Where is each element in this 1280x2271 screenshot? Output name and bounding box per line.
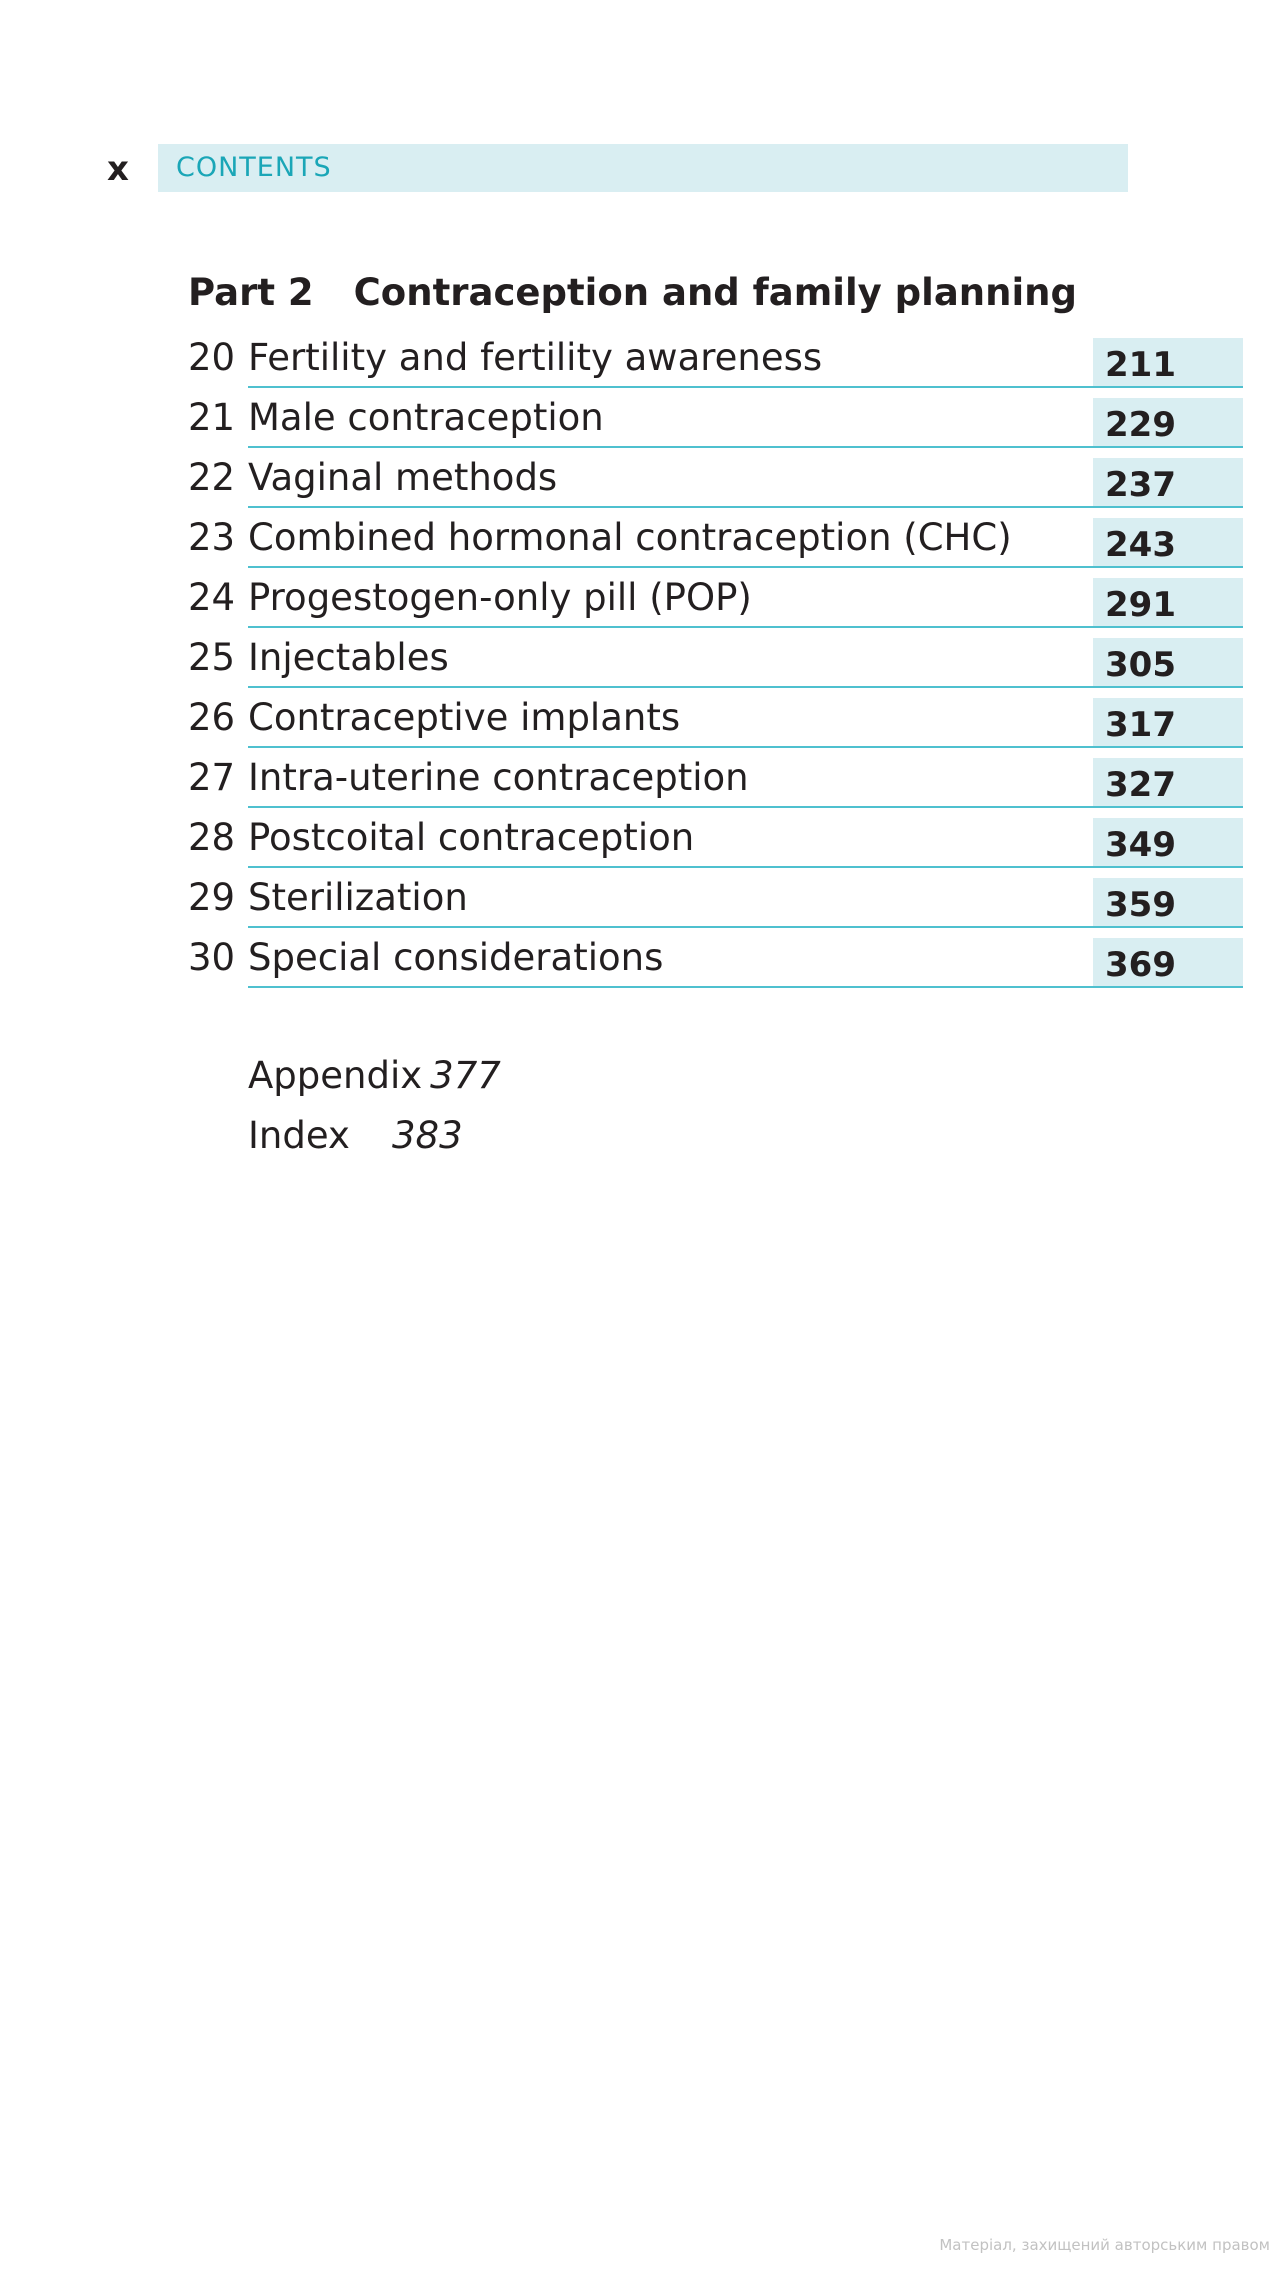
table-of-contents: [188, 338, 1243, 998]
chapter-number: 20: [188, 336, 236, 379]
toc-row[interactable]: [188, 458, 1243, 518]
chapter-number: 30: [188, 936, 236, 979]
chapter-number: 29: [188, 876, 236, 919]
page-number: 229: [1105, 405, 1176, 445]
back-matter: [248, 1052, 501, 1172]
toc-entry: [248, 398, 1243, 448]
toc-row[interactable]: [188, 938, 1243, 998]
page-number-box: [1093, 698, 1243, 746]
copyright-watermark: Матеріал, захищений авторським правом: [939, 2236, 1270, 2254]
part-title: Contraception and family planning: [353, 271, 1077, 314]
toc-row[interactable]: [188, 338, 1243, 398]
chapter-number: 21: [188, 396, 236, 439]
running-head-banner: [158, 144, 1128, 192]
page-number-box: [1093, 878, 1243, 926]
page-number: 211: [1105, 345, 1176, 385]
page-number-box: [1093, 578, 1243, 626]
chapter-title: Vaginal methods: [248, 456, 558, 499]
page-number: 243: [1105, 525, 1176, 565]
chapter-number: 23: [188, 516, 236, 559]
page-number-box: [1093, 398, 1243, 446]
back-matter-label: Appendix: [248, 1054, 423, 1097]
page-number: 369: [1105, 945, 1176, 985]
chapter-number: 26: [188, 696, 236, 739]
chapter-title: Progestogen-only pill (POP): [248, 576, 752, 619]
page-number: 317: [1105, 705, 1176, 745]
toc-entry: [248, 818, 1243, 868]
toc-row[interactable]: [188, 758, 1243, 818]
page-number: 349: [1105, 825, 1176, 865]
chapter-title: Male contraception: [248, 396, 604, 439]
page-number: 327: [1105, 765, 1176, 805]
toc-entry: [248, 938, 1243, 988]
chapter-title: Fertility and fertility awareness: [248, 336, 823, 379]
chapter-title: Contraceptive implants: [248, 696, 681, 739]
page-number: 359: [1105, 885, 1176, 925]
page-number-box: [1093, 458, 1243, 506]
chapter-title: Intra-uterine contraception: [248, 756, 749, 799]
page-number-box: [1093, 518, 1243, 566]
toc-entry: [248, 698, 1243, 748]
part-heading: [188, 273, 1077, 314]
page-number-box: [1093, 638, 1243, 686]
toc-row[interactable]: [188, 638, 1243, 698]
toc-row[interactable]: [188, 878, 1243, 938]
toc-row[interactable]: [188, 818, 1243, 878]
toc-entry: [248, 458, 1243, 508]
toc-entry: [248, 518, 1243, 568]
part-label: Part 2: [188, 271, 314, 314]
chapter-title: Postcoital contraception: [248, 816, 695, 859]
page-number-box: [1093, 338, 1243, 386]
chapter-number: 24: [188, 576, 236, 619]
toc-row[interactable]: [188, 398, 1243, 458]
running-head-title: CONTENTS: [176, 152, 332, 183]
toc-entry: [248, 638, 1243, 688]
page-number-box: [1093, 758, 1243, 806]
page-number-marker: x: [107, 149, 129, 189]
back-matter-item-appendix[interactable]: [248, 1052, 501, 1112]
page-number: 237: [1105, 465, 1176, 505]
chapter-title: Combined hormonal contraception (CHC): [248, 516, 1012, 559]
chapter-number: 25: [188, 636, 236, 679]
toc-row[interactable]: [188, 518, 1243, 578]
toc-entry: [248, 338, 1243, 388]
chapter-number: 22: [188, 456, 236, 499]
chapter-number: 28: [188, 816, 236, 859]
chapter-title: Special considerations: [248, 936, 664, 979]
toc-entry: [248, 758, 1243, 808]
page-number: 291: [1105, 585, 1176, 625]
back-matter-page: 383: [392, 1114, 463, 1157]
chapter-title: Sterilization: [248, 876, 468, 919]
toc-entry: [248, 878, 1243, 928]
chapter-number: 27: [188, 756, 236, 799]
page-number: 305: [1105, 645, 1176, 685]
back-matter-label: Index: [248, 1114, 350, 1157]
toc-row[interactable]: [188, 698, 1243, 758]
page-number-box: [1093, 938, 1243, 986]
page-number-box: [1093, 818, 1243, 866]
toc-row[interactable]: [188, 578, 1243, 638]
back-matter-page: 377: [430, 1054, 501, 1097]
back-matter-item-index[interactable]: [248, 1112, 501, 1172]
toc-entry: [248, 578, 1243, 628]
chapter-title: Injectables: [248, 636, 449, 679]
